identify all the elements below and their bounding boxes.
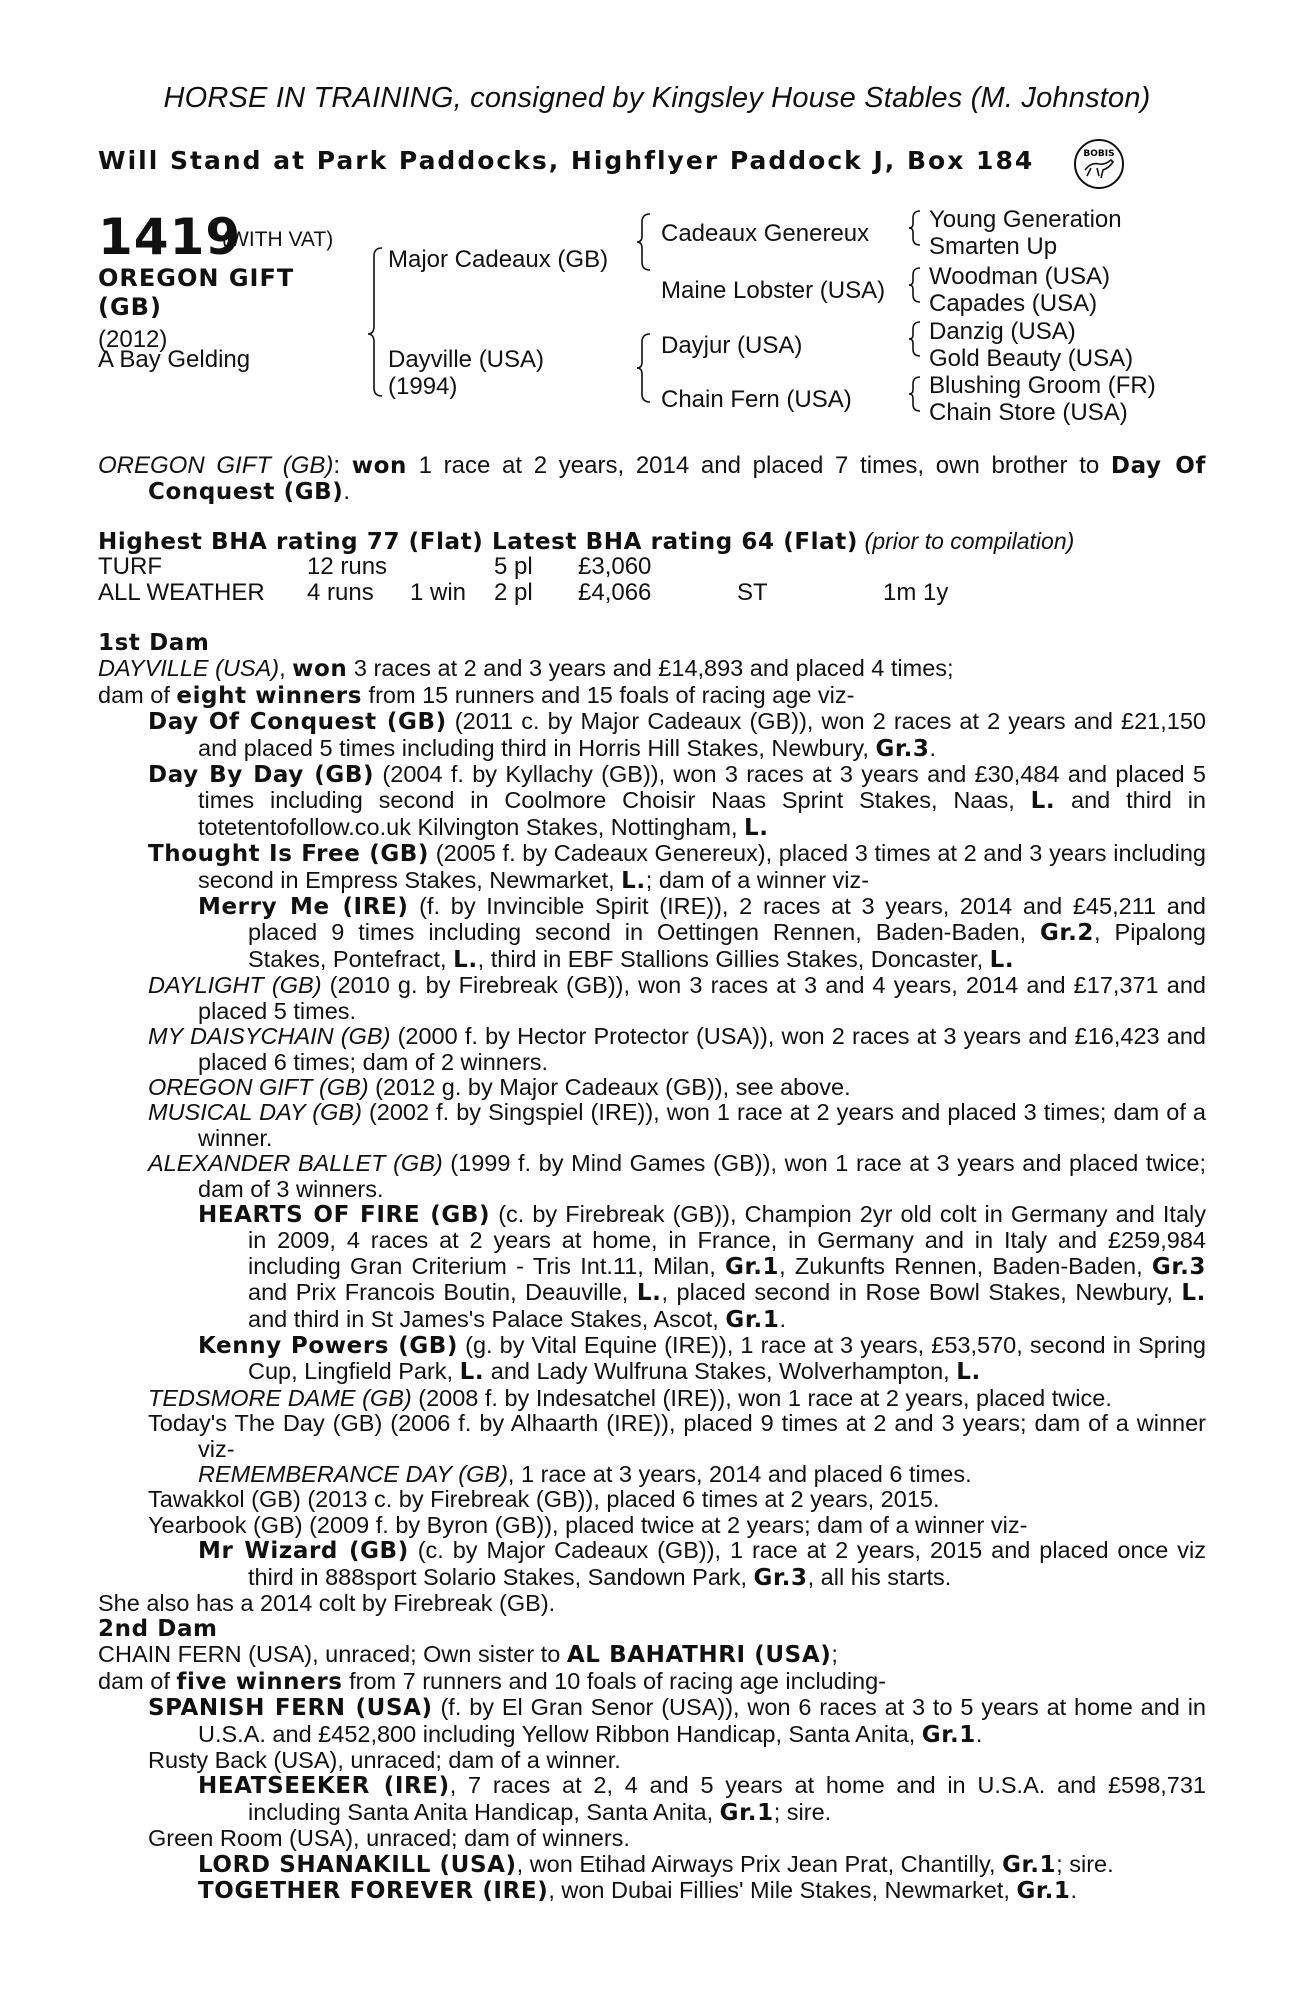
dam-dam: Chain Fern (USA) — [661, 386, 852, 413]
progeny-entry: TEDSMORE DAME (GB) (2008 f. by Indesatchel (IRE)), won 1 race at 2 years, placed twice. — [148, 1384, 1112, 1411]
dam-year: (1994) — [388, 373, 458, 400]
dam: Dayville (USA) — [388, 346, 545, 373]
horse-name-line1: OREGON GIFT — [98, 264, 295, 292]
sire-dam-dam: Capades (USA) — [929, 290, 1098, 317]
foaling-year: (2012) — [98, 326, 168, 353]
progeny-entry: Day By Day (GB) (2004 f. by Kyllachy (GB)), won 3 races at 3 years and £30,484 and placed 5 times including second in Coolmore Choisir Naas Sprint Stakes, Naas, L. and third in totetentofollow.co.uk Kilvington Stakes, Nottingham, L. — [148, 761, 1206, 841]
race-summary: OREGON GIFT (GB): won 1 race at 2 years, 2014 and placed 7 times, own brother to Day Of Conquest (GB). — [98, 452, 1207, 505]
progeny-entry: Thought Is Free (GB) (2005 f. by Cadeaux Genereux), placed 3 times at 2 and 3 years including second in Empress Stakes, Newmarket, L.; dam of a winner viz- — [148, 840, 1206, 894]
rating-note: (prior to compilation) — [864, 528, 1075, 554]
summary-name: OREGON GIFT (GB) — [98, 452, 334, 479]
grand-progeny-entry: TOGETHER FOREVER (IRE), won Dubai Fillies' Mile Stakes, Newmarket, Gr.1. — [198, 1877, 1078, 1905]
aw-surface: ALL WEATHER — [98, 579, 265, 606]
sire-sire-sire: Young Generation — [929, 206, 1122, 233]
grand-progeny-entry: Merry Me (IRE) (f. by Invincible Spirit (IRE)), 2 races at 3 years, 2014 and £45,211 and placed 9 times including second in Oettingen Rennen, Baden-Baden, Gr.2, Pipalong Stakes, Pontefract, L., third in EBF Stallions Gillies Stakes, Doncaster, L. — [198, 893, 1206, 973]
second-dam-heading: 2nd Dam — [98, 1616, 218, 1642]
second-dam-section: 2nd Dam CHAIN FERN (USA), unraced; Own sister to AL BAHATHRI (USA); dam of five winners from 7 runners and 10 foals of racing age including- SPANISH FERN (USA) (f. by El Gran Senor (USA)), won 6 races at 3 to 5 years at home and in U.S.A. and £452,800 including Yellow Ribbon Handicap, Santa Anita, Gr.1. Rusty Back (USA), unraced; dam of a winner. HEATSEEKER (IRE), 7 races at 2, 4 and 5 years at home and in U.S.A. and £598,731 including Santa Anita Handicap, Santa Anita, Gr.1; sire. Green Room (USA), unraced; dam of winners. LORD SHANAKILL (USA), won Etihad Airways Prix Jean Prat, Chantilly, Gr.1; sire. TOGETHER FOREVER (IRE), won Dubai Fillies' Mile Stakes, Newmarket, Gr.1. — [98, 1616, 1206, 1905]
page-header: HORSE IN TRAINING, consigned by Kingsley House Stables (M. Johnston) — [163, 82, 1151, 114]
progeny-entry: Green Room (USA), unraced; dam of winners. — [148, 1825, 630, 1852]
sire-dam-sire: Woodman (USA) — [929, 263, 1110, 290]
summary-brother: Day Of Conquest (GB) — [148, 453, 1207, 505]
horse-name-line2: (GB) — [98, 293, 162, 321]
progeny-entry: Tawakkol (GB) (2013 c. by Firebreak (GB)), placed 6 times at 2 years, 2015. — [148, 1486, 940, 1513]
sire-sire-dam: Smarten Up — [929, 233, 1058, 260]
turf-earnings: £3,060 — [578, 553, 652, 580]
sire: Major Cadeaux (GB) — [388, 246, 609, 273]
turf-runs: 12 runs — [307, 553, 388, 580]
bha-rating: Highest BHA rating 77 (Flat) Latest BHA rating 64 (Flat) (prior to compilation) — [98, 528, 1075, 555]
horse-description: A Bay Gelding — [98, 346, 251, 373]
dam-dam-dam: Chain Store (USA) — [929, 399, 1128, 426]
aw-placed: 2 pl — [494, 579, 533, 606]
turf-surface: TURF — [98, 553, 162, 580]
dam-sire: Dayjur (USA) — [661, 332, 803, 359]
progeny-entry: SPANISH FERN (USA) (f. by El Gran Senor (USA)), won 6 races at 3 to 5 years at home and in U.S.A. and £452,800 including Yellow Ribbon Handicap, Santa Anita, Gr.1. — [148, 1694, 1206, 1748]
progeny-entry: DAYLIGHT (GB) (2010 g. by Firebreak (GB)), won 3 races at 3 and 4 years, 2014 and £17,371 and placed 5 times. — [148, 972, 1206, 1024]
dam-dam-sire: Blushing Groom (FR) — [929, 372, 1156, 399]
grand-progeny-entry: HEARTS OF FIRE (GB) (c. by Firebreak (GB)), Champion 2yr old colt in Germany and Italy in 2009, 4 races at 2 years at home, in France, in Germany and in Italy and £259,984 including Gran Criterium - Tris Int.11, Milan, Gr.1, Zukunfts Rennen, Baden-Baden, Gr.3 and Prix Francois Boutin, Deauville, L., placed second in Rose Bowl Stakes, Newbury, L. and third in St James's Palace Stakes, Ascot, Gr.1. — [198, 1200, 1207, 1333]
grand-progeny-entry: REMEMBERANCE DAY (GB), 1 race at 3 years, 2014 and placed 6 times. — [198, 1461, 972, 1487]
sire-dam: Maine Lobster (USA) — [661, 277, 886, 304]
progeny-entry: OREGON GIFT (GB) (2012 g. by Major Cadeaux (GB)), see above. — [148, 1073, 851, 1100]
lot-number: 1419 — [98, 208, 242, 266]
dam-sire-dam: Gold Beauty (USA) — [929, 345, 1134, 372]
summary-won: won — [351, 453, 407, 479]
first-dam-heading: 1st Dam — [98, 630, 210, 656]
grand-progeny-entry: Kenny Powers (GB) (g. by Vital Equine (IRE)), 1 race at 3 years, £53,570, second in Spring Cup, Lingfield Park, L. and Lady Wulfruna Stakes, Wolverhampton, L. — [198, 1331, 1207, 1386]
vat-note: (WITH VAT) — [222, 228, 334, 251]
progeny-entry: Yearbook (GB) (2009 f. by Byron (GB)), placed twice at 2 years; dam of a winner viz- — [148, 1511, 1028, 1538]
progeny-entry: Day Of Conquest (GB) (2011 c. by Major Cadeaux (GB)), won 2 races at 2 years and £21,150 and placed 5 times including third in Horris Hill Stakes, Newbury, Gr.3. — [148, 708, 1206, 762]
further-note: She also has a 2014 colt by Firebreak (GB). — [98, 1590, 556, 1617]
grand-progeny-entry: HEATSEEKER (IRE), 7 races at 2, 4 and 5 years at home and in U.S.A. and £598,731 including Santa Anita Handicap, Santa Anita, Gr.1; sire. — [198, 1772, 1206, 1826]
aw-going: ST — [737, 579, 768, 606]
aw-runs: 4 runs — [307, 579, 374, 606]
aw-distance: 1m 1y — [883, 579, 949, 606]
grand-progeny-entry: Mr Wizard (GB) (c. by Major Cadeaux (GB)), 1 race at 2 years, 2015 and placed once viz third in 888sport Solario Stakes, Sandown Park, Gr.3, all his starts. — [198, 1537, 1207, 1591]
progeny-entry: Today's The Day (GB) (2006 f. by Alhaarth (IRE)), placed 9 times at 2 and 3 years; dam of a winner viz- — [148, 1410, 1206, 1462]
stand-location: Will Stand at Park Paddocks, Highflyer Paddock J, Box 184 — [98, 146, 1035, 175]
sire-sire: Cadeaux Genereux — [661, 220, 870, 247]
progeny-entry: MUSICAL DAY (GB) (2002 f. by Singspiel (IRE)), won 1 race at 2 years and placed 3 times; dam of a winner. — [148, 1099, 1206, 1151]
grand-progeny-entry: LORD SHANAKILL (USA), won Etihad Airways Prix Jean Prat, Chantilly, Gr.1; sire. — [198, 1850, 1114, 1878]
progeny-entry: Rusty Back (USA), unraced; dam of a winner. — [148, 1747, 621, 1774]
progeny-entry: ALEXANDER BALLET (GB) (1999 f. by Mind Games (GB)), won 1 race at 3 years and placed twice; dam of 3 winners. — [148, 1150, 1206, 1202]
progeny-entry: MY DAISYCHAIN (GB) (2000 f. by Hector Protector (USA)), won 2 races at 3 years and £16,423 and placed 6 times; dam of 2 winners. — [148, 1023, 1206, 1075]
aw-earnings: £4,066 — [578, 579, 652, 606]
turf-placed: 5 pl — [494, 553, 533, 580]
aw-wins: 1 win — [410, 579, 467, 606]
dam-sire-sire: Danzig (USA) — [929, 318, 1076, 345]
first-dam-section: 1st Dam DAYVILLE (USA), won 3 races at 2 and 3 years and £14,893 and placed 4 times; dam of eight winners from 15 runners and 15 foals of racing age viz- Day Of Conquest (GB) (2011 c. by Major Cadeaux (GB)), won 2 races at 2 years and £21,150 and placed 5 times including third in Horris Hill Stakes, Newbury, Gr.3. Day By Day (GB) (2004 f. by Kyllachy (GB)), won 3 races at 3 years and £30,484 and placed 5 times including second in Coolmore Choisir Naas Sprint Stakes, Naas, L. and third in totetentofollow.co.uk Kilvington Stakes, Nottingham, L. Thought Is Free (GB) (2005 f. by Cadeaux Genereux), placed 3 times at 2 and 3 years including second in Empress Stakes, Newmarket, L.; dam of a winner viz- Merry Me (IRE) (f. by Invincible Spirit (IRE)), 2 races at 3 years, 2014 and £45,211 and placed 9 times including second in Oettingen Rennen, Baden-Baden, Gr.2, Pipalong Stakes, Pontefract, L., third in EBF Stallions Gillies Stakes, Doncaster, L. DAYLIGHT (GB) (2010 g. by Firebreak (GB)), won 3 races at 3 and 4 years, 2014 and £17,371 and placed 5 times. MY DAISYCHAIN (GB) (2000 f. by Hector Protector (USA)), won 2 races at 3 years and £16,423 and placed 6 times; dam of 2 winners. OREGON GIFT (GB) (2012 g. by Major Cadeaux (GB)), see above. MUSICAL DAY (GB) (2002 f. by Singspiel (IRE)), won 1 race at 2 years and placed 3 times; dam of a winner. ALEXANDER BALLET (GB) (1999 f. by Mind Games (GB)), won 1 race at 3 years and placed twice; dam of 3 winners. HEARTS OF FIRE (GB) (c. by Firebreak (GB)), Champion 2yr old colt in Germany and Italy in 2009, 4 races at 2 years at home, in France, in Germany and in Italy and £259,984 including Gran Criterium - Tris Int.11, Milan, Gr.1, Zukunfts Rennen, Baden-Baden, Gr.3 and Prix Francois Boutin, Deauville, L., placed second in Rose Bowl Stakes, Newbury, L. and third in St James's Palace Stakes, Ascot, Gr.1. Kenny Powers (GB) (g. by Vital Equine (IRE)), 1 race at 3 years, £53,570, second in Spring Cup, Lingfield Park, L. and Lady Wulfruna Stakes, Wolverhampton, L. TEDSMORE DAME (GB) (2008 f. by Indesatchel (IRE)), won 1 race at 2 years, placed twice. Today's The Day (GB) (2006 f. by Alhaarth (IRE)), placed 9 times at 2 and 3 years; dam of a winner viz- REMEMBERANCE DAY (GB), 1 race at 3 years, 2014 and placed 6 times. Tawakkol (GB) (2013 c. by Firebreak (GB)), placed 6 times at 2 years, 2015. Yearbook (GB) (2009 f. by Byron (GB)), placed twice at 2 years; dam of a winner viz- Mr Wizard (GB) (c. by Major Cadeaux (GB)), 1 race at 2 years, 2015 and placed once viz third in 888sport Solario Stakes, Sandown Park, Gr.3, all his starts. She also has a 2014 colt by Firebreak (GB). — [98, 630, 1207, 1617]
logo-text: BOBIS — [1083, 149, 1115, 159]
